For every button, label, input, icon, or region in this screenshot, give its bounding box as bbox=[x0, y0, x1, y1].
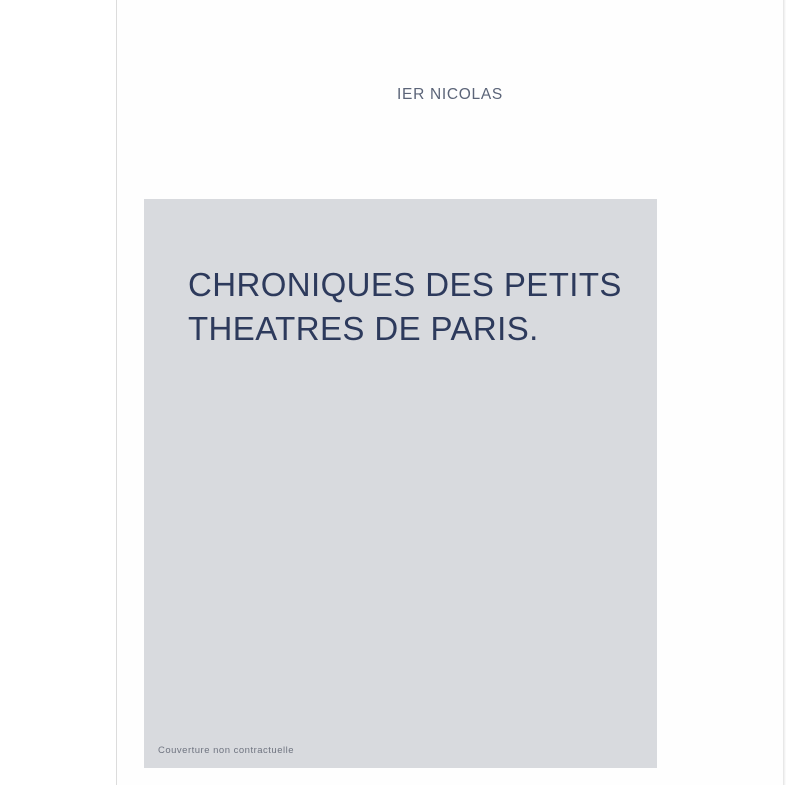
cover-title bbox=[188, 263, 628, 351]
cover-author: IER NICOLAS bbox=[397, 86, 503, 103]
cover-disclaimer: Couverture non contractuelle bbox=[158, 745, 294, 756]
cover-art-panel bbox=[144, 199, 657, 768]
cover-title-line-2: THEATRES DE PARIS. bbox=[188, 310, 539, 347]
sheet-edge-shadow bbox=[783, 0, 786, 785]
cover-title-line-1: CHRONIQUES DES PETITS bbox=[188, 266, 622, 303]
